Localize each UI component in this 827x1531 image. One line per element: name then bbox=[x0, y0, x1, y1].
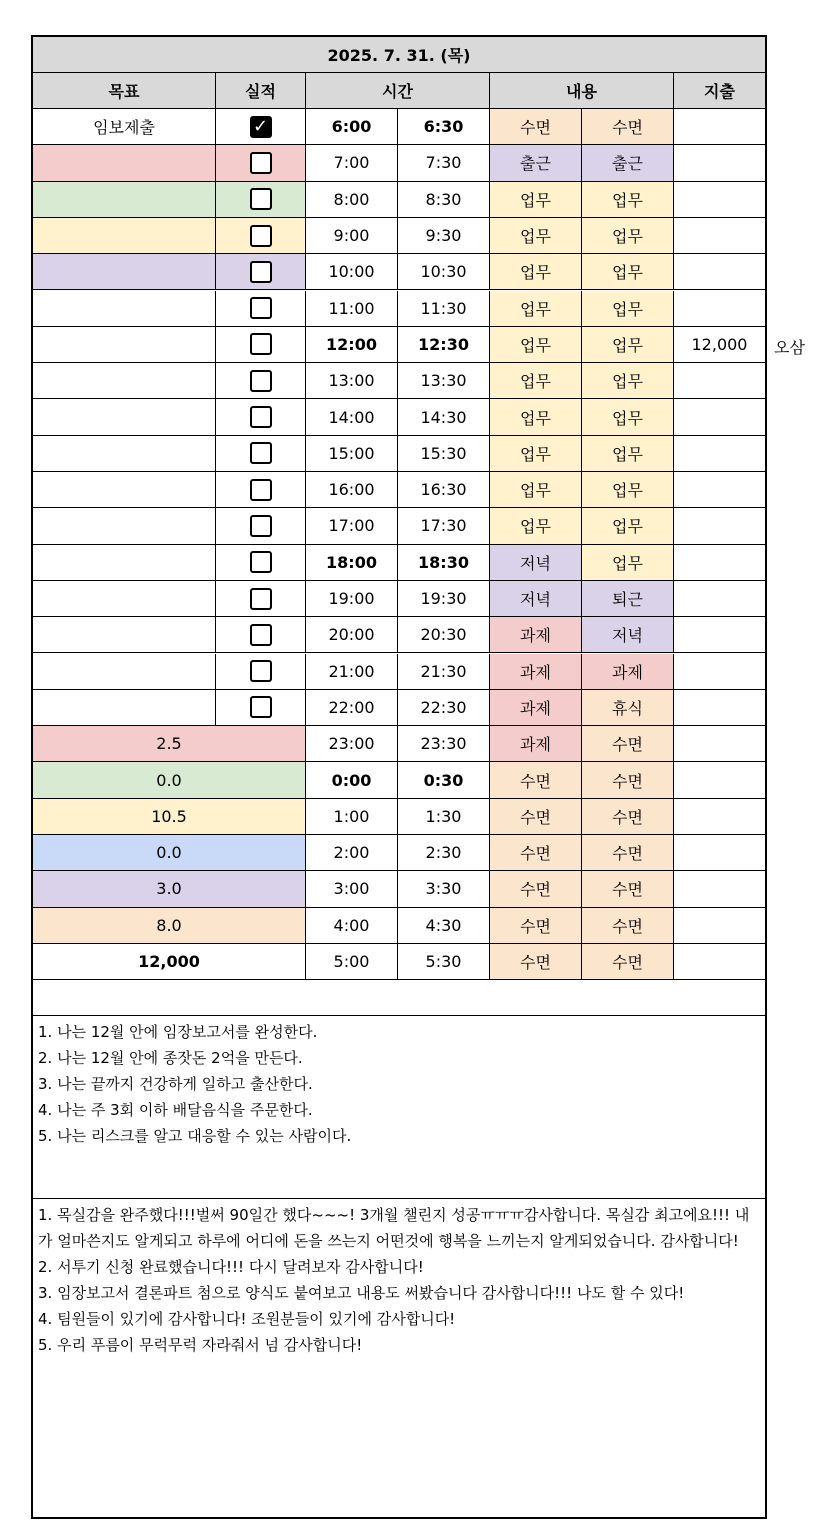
time-start: 22:00 bbox=[306, 690, 398, 726]
expense-cell bbox=[674, 363, 765, 399]
result-checkbox[interactable] bbox=[250, 188, 272, 210]
result-checkbox[interactable] bbox=[250, 261, 272, 283]
content-first-half: 출근 bbox=[490, 145, 582, 181]
time-end: 2:30 bbox=[398, 835, 490, 871]
expense-cell bbox=[674, 762, 765, 798]
summary-value: 10.5 bbox=[33, 799, 306, 835]
time-end: 0:30 bbox=[398, 762, 490, 798]
expense-cell bbox=[674, 254, 765, 290]
goal-cell bbox=[33, 436, 216, 472]
time-start: 4:00 bbox=[306, 908, 398, 944]
summary-value: 3.0 bbox=[33, 871, 306, 907]
time-end: 19:30 bbox=[398, 581, 490, 617]
content-second-half: 업무 bbox=[582, 436, 674, 472]
content-second-half: 수면 bbox=[582, 871, 674, 907]
content-first-half: 업무 bbox=[490, 218, 582, 254]
time-start: 11:00 bbox=[306, 291, 398, 327]
result-cell bbox=[216, 472, 306, 508]
expense-cell bbox=[674, 654, 765, 690]
affirmation-item: 4. 나는 주 3회 이하 배달음식을 주문한다. bbox=[38, 1101, 313, 1120]
time-end: 17:30 bbox=[398, 508, 490, 544]
time-start: 15:00 bbox=[306, 436, 398, 472]
goal-cell bbox=[33, 218, 216, 254]
header-result: 실적 bbox=[216, 73, 306, 109]
result-checkbox[interactable] bbox=[250, 152, 272, 174]
time-start: 6:00 bbox=[306, 109, 398, 145]
summary-value: 8.0 bbox=[33, 908, 306, 944]
content-first-half: 업무 bbox=[490, 508, 582, 544]
time-start: 2:00 bbox=[306, 835, 398, 871]
time-start: 17:00 bbox=[306, 508, 398, 544]
content-first-half: 수면 bbox=[490, 835, 582, 871]
result-checkbox[interactable] bbox=[250, 225, 272, 247]
content-second-half: 수면 bbox=[582, 908, 674, 944]
gratitude-item: 4. 팀원들이 있기에 감사합니다! 조원분들이 있기에 감사합니다! bbox=[38, 1310, 456, 1329]
goal-cell bbox=[33, 508, 216, 544]
time-start: 14:00 bbox=[306, 399, 398, 435]
result-checkbox[interactable] bbox=[250, 551, 272, 573]
expense-cell bbox=[674, 799, 765, 835]
time-start: 8:00 bbox=[306, 182, 398, 218]
content-first-half: 업무 bbox=[490, 291, 582, 327]
summary-value: 12,000 bbox=[33, 944, 306, 980]
expense-cell bbox=[674, 436, 765, 472]
content-first-half: 업무 bbox=[490, 327, 582, 363]
time-end: 18:30 bbox=[398, 545, 490, 581]
content-second-half: 수면 bbox=[582, 944, 674, 980]
expense-cell bbox=[674, 545, 765, 581]
goal-cell bbox=[33, 182, 216, 218]
content-second-half: 출근 bbox=[582, 145, 674, 181]
result-checkbox[interactable] bbox=[250, 624, 272, 646]
expense-cell bbox=[674, 472, 765, 508]
result-cell bbox=[216, 617, 306, 653]
content-first-half: 수면 bbox=[490, 944, 582, 980]
expense-cell bbox=[674, 944, 765, 980]
content-second-half: 업무 bbox=[582, 291, 674, 327]
affirmation-item: 5. 나는 리스크를 알고 대응할 수 있는 사람이다. bbox=[38, 1127, 352, 1146]
goal-cell bbox=[33, 617, 216, 653]
goal-cell bbox=[33, 690, 216, 726]
gratitude-item: 2. 서투기 신청 완료했습니다!!! 다시 달려보자 감사합니다! bbox=[38, 1258, 424, 1277]
result-cell bbox=[216, 218, 306, 254]
content-first-half: 수면 bbox=[490, 799, 582, 835]
content-first-half: 업무 bbox=[490, 182, 582, 218]
result-cell bbox=[216, 508, 306, 544]
time-start: 20:00 bbox=[306, 617, 398, 653]
time-start: 10:00 bbox=[306, 254, 398, 290]
time-end: 10:30 bbox=[398, 254, 490, 290]
time-end: 1:30 bbox=[398, 799, 490, 835]
content-first-half: 수면 bbox=[490, 871, 582, 907]
expense-cell bbox=[674, 835, 765, 871]
time-end: 4:30 bbox=[398, 908, 490, 944]
result-cell bbox=[216, 545, 306, 581]
content-first-half: 업무 bbox=[490, 472, 582, 508]
time-end: 14:30 bbox=[398, 399, 490, 435]
expense-cell bbox=[674, 690, 765, 726]
content-first-half: 수면 bbox=[490, 762, 582, 798]
result-checkbox[interactable] bbox=[250, 660, 272, 682]
content-second-half: 저녁 bbox=[582, 617, 674, 653]
result-checkbox[interactable] bbox=[250, 588, 272, 610]
goal-cell bbox=[33, 254, 216, 290]
time-start: 13:00 bbox=[306, 363, 398, 399]
expense-cell bbox=[674, 617, 765, 653]
result-cell bbox=[216, 145, 306, 181]
content-second-half: 과제 bbox=[582, 654, 674, 690]
affirmations-box bbox=[33, 1016, 765, 1198]
result-checkbox[interactable] bbox=[250, 297, 272, 319]
spacer-row bbox=[33, 980, 765, 1016]
goal-cell bbox=[33, 581, 216, 617]
time-end: 3:30 bbox=[398, 871, 490, 907]
expense-cell bbox=[674, 508, 765, 544]
expense-cell: 12,000 bbox=[674, 327, 765, 363]
content-second-half: 업무 bbox=[582, 472, 674, 508]
content-second-half: 업무 bbox=[582, 363, 674, 399]
content-second-half: 업무 bbox=[582, 218, 674, 254]
time-start: 5:00 bbox=[306, 944, 398, 980]
content-second-half: 수면 bbox=[582, 799, 674, 835]
content-second-half: 수면 bbox=[582, 762, 674, 798]
time-end: 11:30 bbox=[398, 291, 490, 327]
time-end: 8:30 bbox=[398, 182, 490, 218]
gratitude-item: 1. 목실감을 완주했다!!!벌써 90일간 했다~~~! 3개월 챌린지 성공ㅠㅠㅠ감사합니다. 목실감 최고에요!!! 내가 얼마쓴지도 알게되고 하루에 어디에 돈을 쓰는지 어떤것에 행복을 느끼는지 알게되었습니다. 감사합니다! bbox=[38, 1206, 750, 1251]
time-end: 7:30 bbox=[398, 145, 490, 181]
content-second-half: 퇴근 bbox=[582, 581, 674, 617]
time-start: 7:00 bbox=[306, 145, 398, 181]
result-checkbox[interactable] bbox=[250, 479, 272, 501]
content-first-half: 업무 bbox=[490, 254, 582, 290]
goal-cell bbox=[33, 399, 216, 435]
expense-cell bbox=[674, 182, 765, 218]
content-first-half: 과제 bbox=[490, 726, 582, 762]
result-cell bbox=[216, 182, 306, 218]
content-second-half: 업무 bbox=[582, 508, 674, 544]
result-checkbox[interactable]: ✓ bbox=[250, 116, 272, 138]
content-first-half: 수면 bbox=[490, 908, 582, 944]
time-start: 16:00 bbox=[306, 472, 398, 508]
time-end: 20:30 bbox=[398, 617, 490, 653]
content-second-half: 업무 bbox=[582, 545, 674, 581]
result-cell bbox=[216, 581, 306, 617]
header-time: 시간 bbox=[306, 73, 490, 109]
goal-cell bbox=[33, 363, 216, 399]
result-checkbox[interactable] bbox=[250, 370, 272, 392]
result-checkbox[interactable] bbox=[250, 696, 272, 718]
time-start: 1:00 bbox=[306, 799, 398, 835]
daily-planner-sheet bbox=[31, 35, 767, 1519]
content-second-half: 업무 bbox=[582, 182, 674, 218]
result-cell bbox=[216, 327, 306, 363]
content-second-half: 업무 bbox=[582, 327, 674, 363]
time-end: 23:30 bbox=[398, 726, 490, 762]
goal-cell bbox=[33, 654, 216, 690]
header-goal: 목표 bbox=[33, 73, 216, 109]
result-checkbox[interactable] bbox=[250, 406, 272, 428]
result-cell bbox=[216, 654, 306, 690]
goal-cell bbox=[33, 472, 216, 508]
result-cell bbox=[216, 109, 306, 145]
result-checkbox[interactable] bbox=[250, 442, 272, 464]
expense-cell bbox=[674, 145, 765, 181]
content-first-half: 과제 bbox=[490, 690, 582, 726]
time-start: 0:00 bbox=[306, 762, 398, 798]
expense-cell bbox=[674, 218, 765, 254]
affirmation-item: 2. 나는 12월 안에 종잣돈 2억을 만든다. bbox=[38, 1049, 303, 1068]
time-start: 23:00 bbox=[306, 726, 398, 762]
goal-cell bbox=[33, 545, 216, 581]
time-start: 18:00 bbox=[306, 545, 398, 581]
time-end: 15:30 bbox=[398, 436, 490, 472]
result-cell bbox=[216, 254, 306, 290]
content-second-half: 수면 bbox=[582, 835, 674, 871]
result-cell bbox=[216, 436, 306, 472]
header-expense: 지출 bbox=[674, 73, 765, 109]
time-end: 21:30 bbox=[398, 654, 490, 690]
content-second-half: 업무 bbox=[582, 399, 674, 435]
summary-value: 2.5 bbox=[33, 726, 306, 762]
time-end: 9:30 bbox=[398, 218, 490, 254]
content-first-half: 저녁 bbox=[490, 581, 582, 617]
summary-value: 0.0 bbox=[33, 835, 306, 871]
goal-cell bbox=[33, 291, 216, 327]
expense-cell bbox=[674, 291, 765, 327]
affirmation-item: 3. 나는 끝까지 건강하게 일하고 출산한다. bbox=[38, 1075, 313, 1094]
time-end: 6:30 bbox=[398, 109, 490, 145]
content-first-half: 수면 bbox=[490, 109, 582, 145]
expense-note: 오삼 bbox=[774, 337, 805, 357]
content-second-half: 업무 bbox=[582, 254, 674, 290]
goal-cell bbox=[33, 145, 216, 181]
time-start: 21:00 bbox=[306, 654, 398, 690]
time-start: 19:00 bbox=[306, 581, 398, 617]
time-end: 13:30 bbox=[398, 363, 490, 399]
expense-cell bbox=[674, 908, 765, 944]
expense-cell bbox=[674, 871, 765, 907]
content-first-half: 업무 bbox=[490, 363, 582, 399]
time-end: 5:30 bbox=[398, 944, 490, 980]
date-title: 2025. 7. 31. (목) bbox=[33, 37, 765, 73]
content-first-half: 과제 bbox=[490, 617, 582, 653]
result-checkbox[interactable] bbox=[250, 515, 272, 537]
result-checkbox[interactable] bbox=[250, 333, 272, 355]
summary-value: 0.0 bbox=[33, 762, 306, 798]
content-first-half: 과제 bbox=[490, 654, 582, 690]
content-second-half: 수면 bbox=[582, 726, 674, 762]
time-end: 12:30 bbox=[398, 327, 490, 363]
result-cell bbox=[216, 363, 306, 399]
goal-cell bbox=[33, 327, 216, 363]
time-start: 9:00 bbox=[306, 218, 398, 254]
content-first-half: 업무 bbox=[490, 399, 582, 435]
content-first-half: 업무 bbox=[490, 436, 582, 472]
time-start: 3:00 bbox=[306, 871, 398, 907]
time-end: 22:30 bbox=[398, 690, 490, 726]
expense-cell bbox=[674, 399, 765, 435]
gratitude-box bbox=[33, 1198, 765, 1517]
content-first-half: 저녁 bbox=[490, 545, 582, 581]
expense-cell bbox=[674, 109, 765, 145]
result-cell bbox=[216, 291, 306, 327]
header-content: 내용 bbox=[490, 73, 674, 109]
goal-text: 임보제출 bbox=[33, 109, 216, 145]
result-cell bbox=[216, 399, 306, 435]
result-cell bbox=[216, 690, 306, 726]
expense-cell bbox=[674, 581, 765, 617]
gratitude-item: 5. 우리 푸름이 무럭무럭 자라줘서 넘 감사합니다! bbox=[38, 1336, 363, 1355]
content-second-half: 휴식 bbox=[582, 690, 674, 726]
time-end: 16:30 bbox=[398, 472, 490, 508]
expense-cell bbox=[674, 726, 765, 762]
gratitude-item: 3. 임장보고서 결론파트 첨으로 양식도 붙여보고 내용도 써봤습니다 감사합니다!!! 나도 할 수 있다! bbox=[38, 1284, 685, 1303]
content-second-half: 수면 bbox=[582, 109, 674, 145]
affirmation-item: 1. 나는 12월 안에 임장보고서를 완성한다. bbox=[38, 1023, 318, 1042]
time-start: 12:00 bbox=[306, 327, 398, 363]
